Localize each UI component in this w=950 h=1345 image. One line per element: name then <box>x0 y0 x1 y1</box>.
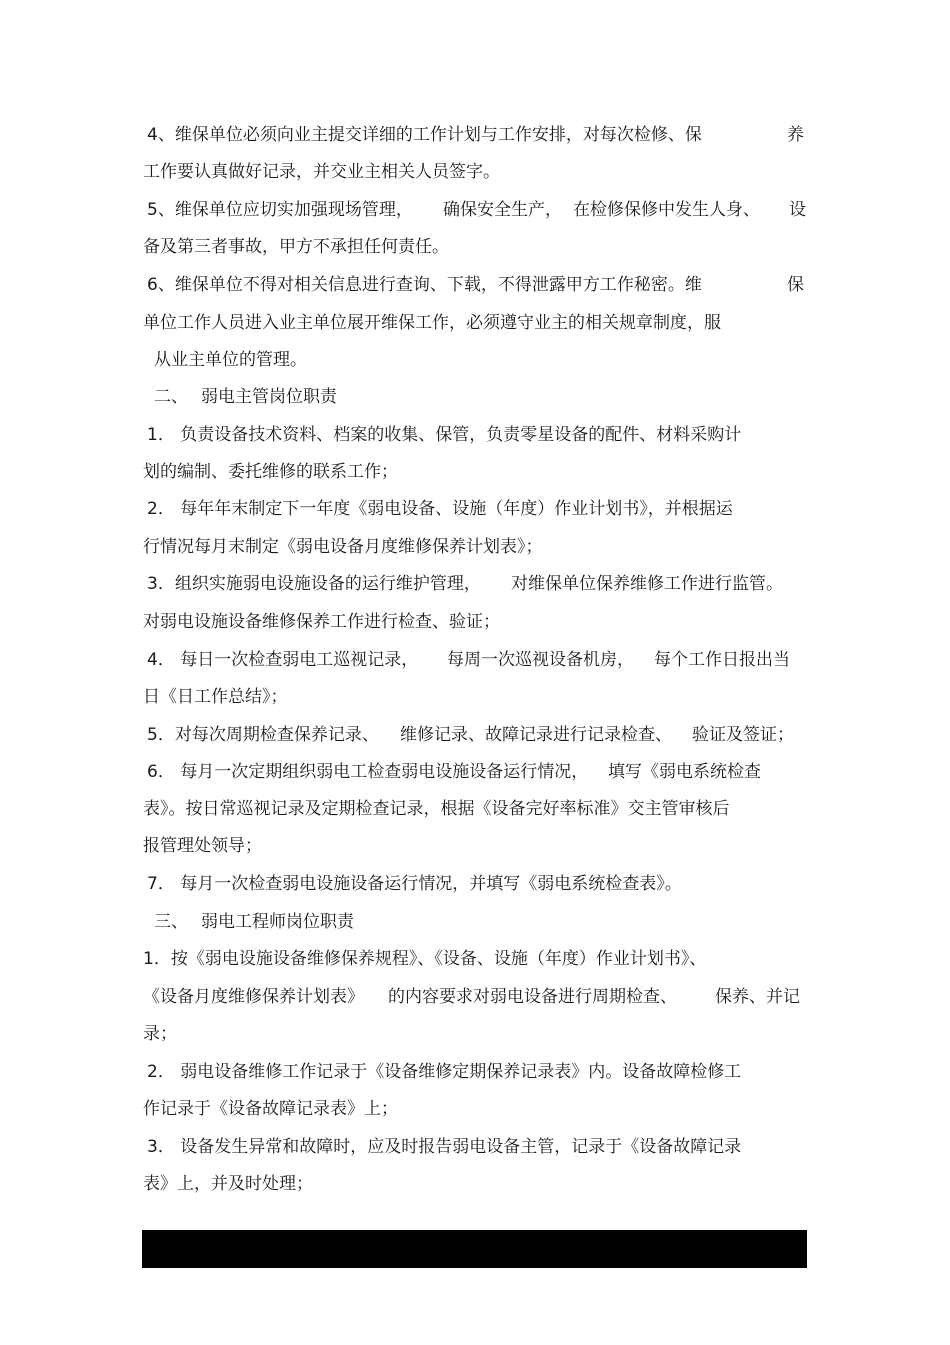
section-heading-segment: 三、 <box>154 912 188 932</box>
paragraph-line-segment: 对弱电设施设备维修保养工作进行检查、验证； <box>143 612 500 632</box>
paragraph-line-segment: 3．组织实施弱电设施设备的运行维护管理， <box>147 574 481 594</box>
paragraph-line-segment: 的内容要求对弱电设备进行周期检查、 <box>388 987 677 1007</box>
paragraph-line-segment: 4、维保单位必须向业主提交详细的工作计划与工作安排，对每次检修、保 <box>147 125 702 145</box>
paragraph-line-segment: 5、维保单位应切实加强现场管理， <box>147 200 413 220</box>
section-heading-segment: 二、 <box>154 387 188 407</box>
paragraph-line-segment: 设 <box>789 200 806 220</box>
paragraph-line-segment: 1．按《弱电设施设备维修保养规程》、《设备、设施（年度）作业计划书》、 <box>143 949 707 969</box>
paragraph-line-segment: 5．对每次周期检查保养记录、 <box>147 725 379 745</box>
paragraph-line-segment: 1． 负责设备技术资料、档案的收集、保管，负责零星设备的配件、材料采购计 <box>147 425 742 445</box>
paragraph-line-segment: 每个工作日报出当 <box>654 650 790 670</box>
section-heading-segment: 弱电主管岗位职责 <box>201 387 337 407</box>
paragraph-line-segment: 作记录于《设备故障记录表》上； <box>143 1099 398 1119</box>
paragraph-line-segment: 表》上，并及时处理； <box>143 1174 313 1194</box>
paragraph-line-segment: 4． 每日一次检查弱电工巡视记录， <box>147 650 419 670</box>
paragraph-line-segment: 填写《弱电系统检查 <box>608 762 761 782</box>
paragraph-line-segment: 对维保单位保养维修工作进行监管。 <box>511 574 783 594</box>
paragraph-line-segment: 日《日工作总结》； <box>143 687 288 707</box>
footer-bar <box>142 1230 807 1268</box>
paragraph-line-segment: 录； <box>143 1024 177 1044</box>
paragraph-line-segment: 2． 每年年末制定下一年度《弱电设备、设施（年度）作业计划书》，并根据运 <box>147 499 733 519</box>
section-heading-segment: 弱电工程师岗位职责 <box>201 912 354 932</box>
paragraph-line-segment: 工作要认真做好记录，并交业主相关人员签字。 <box>143 162 500 182</box>
paragraph-line-segment: 在检修保修中发生人身、 <box>573 200 760 220</box>
paragraph-line-segment: 划的编制、委托维修的联系工作； <box>143 462 398 482</box>
paragraph-line-segment: 每周一次巡视设备机房， <box>447 650 634 670</box>
paragraph-line-segment: 确保安全生产， <box>443 200 562 220</box>
paragraph-line-segment: 7． 每月一次检查弱电设施设备运行情况，并填写《弱电系统检查表》。 <box>147 874 682 894</box>
paragraph-line-segment: 备及第三者事故，甲方不承担任何责任。 <box>143 237 449 257</box>
paragraph-line-segment: 单位工作人员进入业主单位展开维保工作，必须遵守业主的相关规章制度，服 <box>143 313 721 333</box>
paragraph-line-segment: 维修记录、故障记录进行记录检查、 <box>400 725 672 745</box>
paragraph-line-segment: 2． 弱电设备维修工作记录于《设备维修定期保养记录表》内。设备故障检修工 <box>147 1062 742 1082</box>
paragraph-line-segment: 6、维保单位不得对相关信息进行查询、下载，不得泄露甲方工作秘密。维 <box>147 275 702 295</box>
paragraph-line-segment: 验证及签证； <box>692 725 794 745</box>
paragraph-line-segment: 6． 每月一次定期组织弱电工检查弱电设施设备运行情况， <box>147 762 589 782</box>
paragraph-line-segment: 《设备月度维修保养计划表》 <box>143 987 364 1007</box>
paragraph-line-segment: 养 <box>787 125 804 145</box>
paragraph-line-segment: 从业主单位的管理。 <box>154 350 307 370</box>
paragraph-line-segment: 表》。按日常巡视记录及定期检查记录，根据《设备完好率标准》交主管审核后 <box>143 799 730 819</box>
paragraph-line-segment: 行情况每月末制定《弱电设备月度维修保养计划表》； <box>143 537 543 557</box>
paragraph-line-segment: 保养、并记 <box>715 987 800 1007</box>
paragraph-line-segment: 3． 设备发生异常和故障时，应及时报告弱电设备主管，记录于《设备故障记录 <box>147 1137 742 1157</box>
paragraph-line-segment: 保 <box>787 275 804 295</box>
paragraph-line-segment: 报管理处领导； <box>143 836 262 856</box>
